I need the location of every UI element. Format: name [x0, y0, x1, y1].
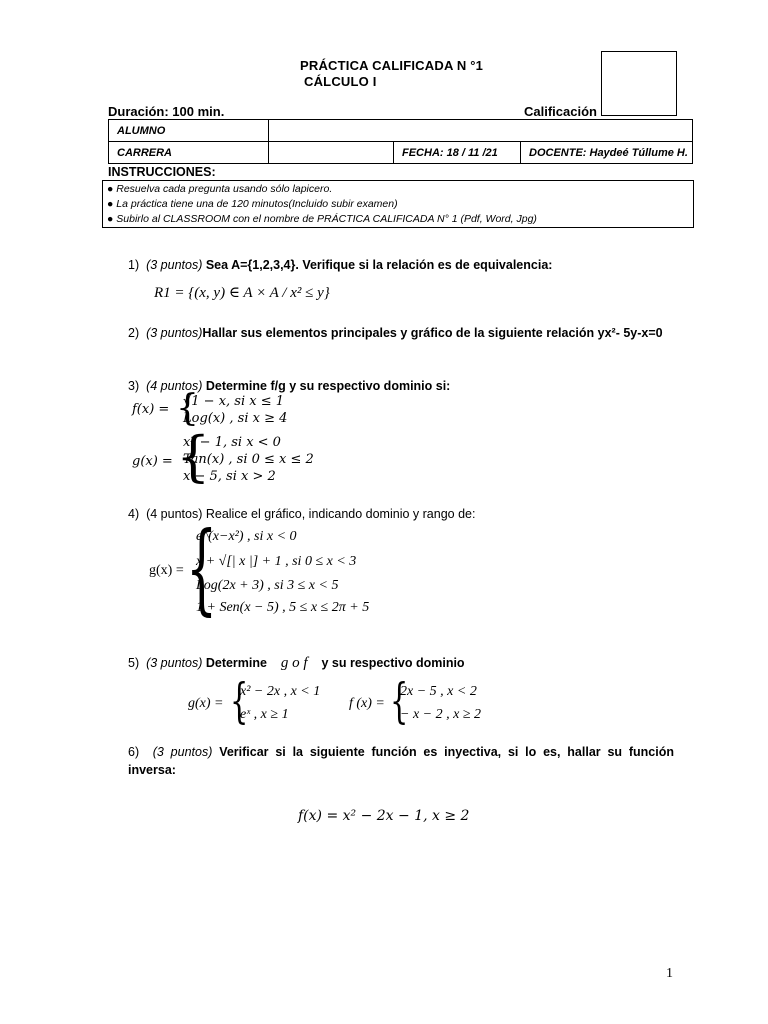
question-text: Hallar sus elementos principales y gráfico de la siguiente relación yx²- 5y-x=0	[202, 326, 663, 340]
brace-icon: {	[390, 673, 409, 729]
career-field[interactable]	[269, 142, 394, 164]
q3-g-case: Tan(x) , si 0 ≤ x ≤ 2	[183, 452, 314, 467]
instruction-item: ● Subirlo al CLASSROOM con el nombre de PRÁCTICA CALIFICADA N° 1 (Pdf, Word, Jpg)	[107, 213, 537, 225]
q4-case: Log(2x + 3) , si 3 ≤ x < 5	[196, 578, 339, 593]
q1-formula: R1 = {(x, y) ∈ A × A / x² ≤ y}	[154, 285, 330, 301]
q3-g-lhs: g(x) =	[132, 454, 173, 469]
question-5	[128, 655, 465, 672]
instructions-box	[102, 180, 694, 228]
question-number: 1)	[128, 258, 140, 272]
question-text: y su respectivo dominio	[321, 656, 465, 670]
student-name-field[interactable]	[269, 120, 693, 142]
question-text: Sea A={1,2,3,4}. Verifique si la relación es de equivalencia:	[205, 258, 553, 272]
question-points: (4 puntos)	[146, 507, 203, 521]
question-text: Realice el gráfico, indicando dominio y rango de:	[205, 507, 476, 521]
career-label-cell: CARRERA	[109, 142, 269, 164]
question-points: (3 puntos)	[152, 745, 213, 759]
question-text: Determine	[205, 656, 267, 670]
table-row	[109, 142, 693, 164]
question-6-continued: inversa:	[128, 763, 176, 777]
question-number: 4)	[128, 507, 140, 521]
duration-label: Duración: 100 min.	[108, 104, 225, 119]
q5-f-case: 2x − 5 , x < 2	[400, 684, 477, 699]
q4-case: 1 + Sen(x − 5) , 5 ≤ x ≤ 2π + 5	[196, 600, 370, 615]
question-text: Determine f/g y su respectivo dominio si:	[205, 379, 451, 393]
q3-g-case: x − 5, si x > 2	[183, 469, 276, 484]
question-points: (3 puntos)	[146, 326, 203, 340]
grade-label: Calificación	[524, 104, 597, 119]
question-2	[128, 326, 663, 340]
instruction-item: ● La práctica tiene una de 120 minutos(Incluido subir examen)	[107, 198, 398, 210]
question-points: (3 puntos)	[146, 258, 203, 272]
question-6	[128, 745, 674, 759]
question-number: 3)	[128, 379, 140, 393]
date-cell: FECHA: 18 / 11 /21	[394, 142, 521, 164]
question-number: 5)	[128, 656, 140, 670]
q3-f-case: √1 − x, si x ≤ 1	[183, 394, 285, 409]
question-points: (3 puntos)	[146, 656, 203, 670]
student-info-table	[108, 119, 693, 164]
composition-symbol: g o f	[280, 655, 308, 671]
question-4	[128, 507, 475, 521]
question-number: 2)	[128, 326, 140, 340]
q5-g-case: eˣ , x ≥ 1	[240, 707, 289, 722]
q5-g-lhs: g(x) =	[188, 696, 224, 711]
question-points: (4 puntos)	[146, 379, 203, 393]
brace-icon: {	[186, 512, 218, 626]
page-number: 1	[666, 966, 673, 981]
q4-case: e^(x−x²) , si x < 0	[196, 529, 297, 544]
grade-box	[601, 51, 677, 116]
course-title: CÁLCULO I	[304, 74, 377, 89]
q4-lhs: g(x) =	[149, 563, 184, 578]
q5-g-case: x² − 2x , x < 1	[240, 684, 321, 699]
q3-g-case: x² − 1, si x < 0	[183, 435, 281, 450]
question-number: 6)	[128, 745, 140, 759]
exam-title: PRÁCTICA CALIFICADA N °1	[300, 58, 484, 73]
question-text: Verificar si la siguiente función es inyectiva, si lo es, hallar su función	[219, 745, 674, 759]
q5-f-case: − x − 2 , x ≥ 2	[400, 707, 482, 722]
brace-icon: {	[176, 388, 199, 429]
brace-icon: {	[230, 673, 249, 729]
student-label-cell: ALUMNO	[109, 120, 269, 142]
question-1	[128, 258, 552, 272]
table-row	[109, 120, 693, 142]
q4-case: x + √[| x |] + 1 , si 0 ≤ x < 3	[196, 554, 357, 569]
brace-icon: {	[176, 425, 211, 488]
instructions-heading: INSTRUCCIONES:	[108, 165, 216, 179]
q5-f-lhs: f (x) =	[349, 696, 385, 711]
q3-f-lhs: f(x) =	[132, 402, 170, 417]
q3-f-case: Log(x) , si x ≥ 4	[183, 411, 288, 426]
teacher-cell: DOCENTE: Haydeé Túllume H.	[521, 142, 693, 164]
instruction-item: ● Resuelva cada pregunta usando sólo lapicero.	[107, 183, 333, 195]
q6-formula: f(x) = x² − 2x − 1, x ≥ 2	[298, 808, 470, 824]
